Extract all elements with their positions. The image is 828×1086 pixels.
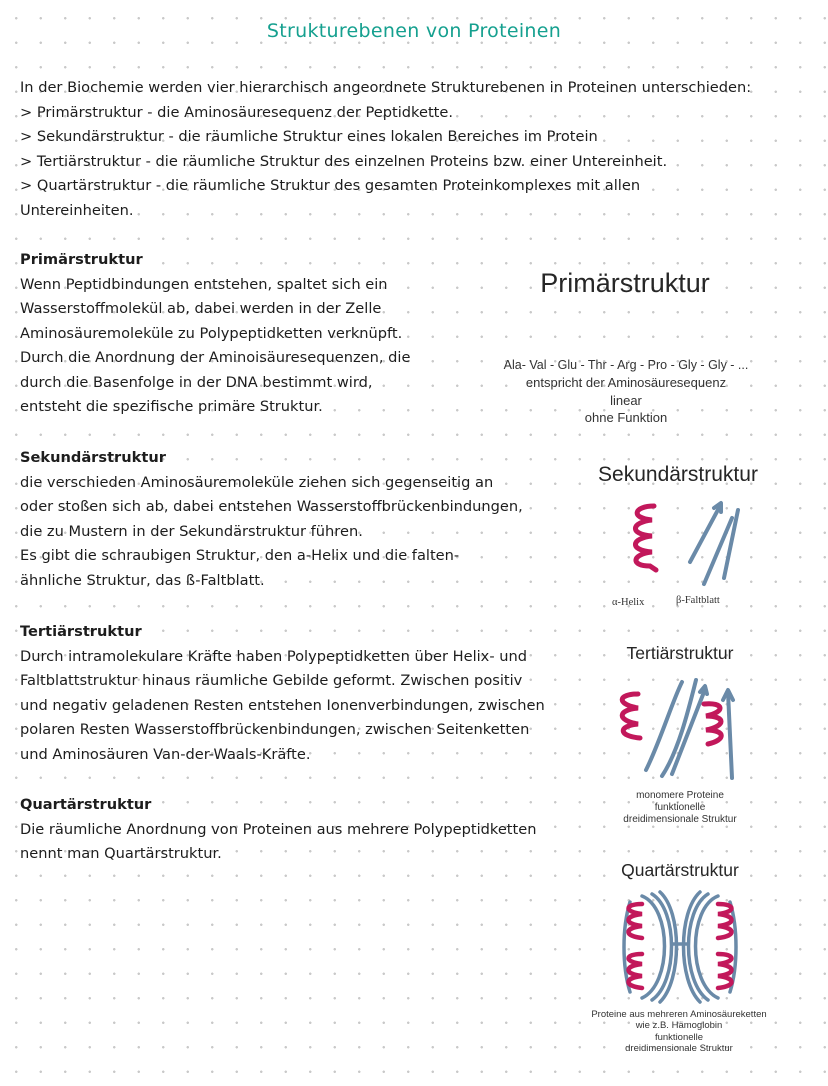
section-line: oder stoßen sich ab, dabei entstehen Wasserstoffbrückenbindungen, (20, 498, 523, 515)
section-heading: Sekundärstruktur (20, 449, 166, 466)
alpha-helix-icon (635, 506, 656, 570)
intro-line: In der Biochemie werden vier hierarchisch angeordnete Strukturebenen in Proteinen unterschieden: (20, 79, 752, 96)
caption-line: funktionelle (654, 802, 706, 813)
section-line: die verschieden Aminosäuremoleküle ziehen sich gegenseitig an (20, 473, 494, 491)
figure-title-primaer: Primärstruktur (540, 268, 710, 298)
helices-icon (629, 904, 732, 988)
section-line: Wenn Peptidbindungen entstehen, spaltet sich ein (20, 275, 388, 293)
caption-line: dreidimensionale Struktur (625, 1042, 733, 1054)
section-line: Es gibt die schraubigen Struktur, den a-Helix und die falten- (20, 547, 460, 564)
intro-paragraph (20, 76, 751, 223)
section-line: entsteht die spezifische primäre Struktur. (20, 398, 323, 415)
section-line: und Aminosäuren Van-der-Waals-Kräfte. (20, 745, 311, 763)
intro-line: > Tertiärstruktur - die räumliche Struktur des einzelnen Proteins bzw. einer Untereinheit. (20, 152, 668, 170)
section-line: durch die Basenfolge in der DNA bestimmt wird, (20, 373, 373, 391)
section-tertiaerstruktur (20, 620, 545, 767)
caption-line: wie z.B. Hämoglobin (635, 1020, 723, 1032)
intro-line: > Sekundärstruktur - die räumliche Struktur eines lokalen Bereiches im Protein (20, 128, 598, 145)
section-heading: Primärstruktur (20, 251, 143, 268)
caption-line: entspricht der Aminosäuresequenz (525, 375, 727, 390)
section-line: Durch die Anordnung der Aminoisäuresequenzen, die (20, 349, 411, 366)
page-title: Strukturebenen von Proteinen (266, 20, 562, 42)
figure-title-quartaer: Quartärstruktur (621, 860, 739, 880)
amino-acid-sequence: Ala- Val - Glu - Thr - Arg - Pro - Gly - Gly - ... (503, 358, 749, 372)
section-heading: Tertiärstruktur (20, 623, 142, 640)
section-line: und negativ geladenen Resten entstehen Ionenverbindungen, zwischen (20, 696, 545, 714)
beta-sheet-icon (690, 503, 738, 584)
intro-line: > Quartärstruktur - die räumliche Struktur des gesamten Proteinkomplexes mit allen (20, 177, 641, 194)
section-primaerstruktur (20, 248, 410, 420)
section-quartaerstruktur (20, 793, 536, 867)
section-line: Wasserstoffmolekül ab, dabei werden in der Zelle (20, 300, 382, 317)
intro-line: Untereinheiten. (20, 201, 134, 219)
section-line: ähnliche Struktur, das ß-Faltblatt. (20, 571, 265, 589)
caption-line: linear (610, 392, 642, 408)
figure-title-sekundaer: Sekundärstruktur (598, 463, 758, 486)
label-alpha-helix: α-Helix (612, 597, 645, 608)
caption-line: monomere Proteine (636, 790, 724, 801)
figure-title-tertiaer: Tertiärstruktur (626, 643, 734, 663)
figure-caption-quartaer (574, 1009, 784, 1054)
section-line: Die räumliche Anordnung von Proteinen aus mehrere Polypeptidketten (20, 820, 537, 838)
helix-left-icon (622, 694, 640, 738)
section-line: nennt man Quartärstruktur. (20, 845, 222, 862)
label-beta-sheet: β-Faltblatt (676, 595, 720, 606)
figure-caption-tertiaer (590, 790, 770, 826)
sheet-strands-icon (646, 680, 733, 778)
section-line: polaren Resten Wasserstoffbrückenbindungen, zwischen Seitenketten (20, 721, 530, 738)
caption-line: funktionelle (654, 1031, 704, 1043)
figure-caption-primaer (466, 374, 786, 427)
caption-line: dreidimensionale Struktur (623, 814, 737, 825)
caption-line: Proteine aus mehreren Aminosäureketten (591, 1009, 767, 1020)
intro-line: > Primärstruktur - die Aminosäuresequenz der Peptidkette. (20, 103, 454, 121)
quaternary-structure-illustration (612, 888, 748, 1006)
helix-right-icon (704, 704, 721, 744)
section-line: Aminosäuremoleküle zu Polypeptidketten verknüpft. (20, 324, 403, 342)
section-sekundaerstruktur (20, 446, 523, 593)
section-heading: Quartärstruktur (20, 796, 152, 813)
caption-line: ohne Funktion (584, 410, 668, 425)
section-line: Durch intramolekulare Kräfte haben Polypeptidketten über Helix- und (20, 647, 527, 665)
section-line: Faltblattstruktur hinaus räumliche Gebilde geformt. Zwischen positiv (20, 672, 523, 689)
tertiary-structure-illustration (610, 672, 750, 784)
section-line: die zu Mustern in der Sekundärstruktur führen. (20, 522, 363, 540)
sheet-loops-icon (624, 892, 736, 1002)
secondary-structure-illustration (620, 496, 750, 596)
